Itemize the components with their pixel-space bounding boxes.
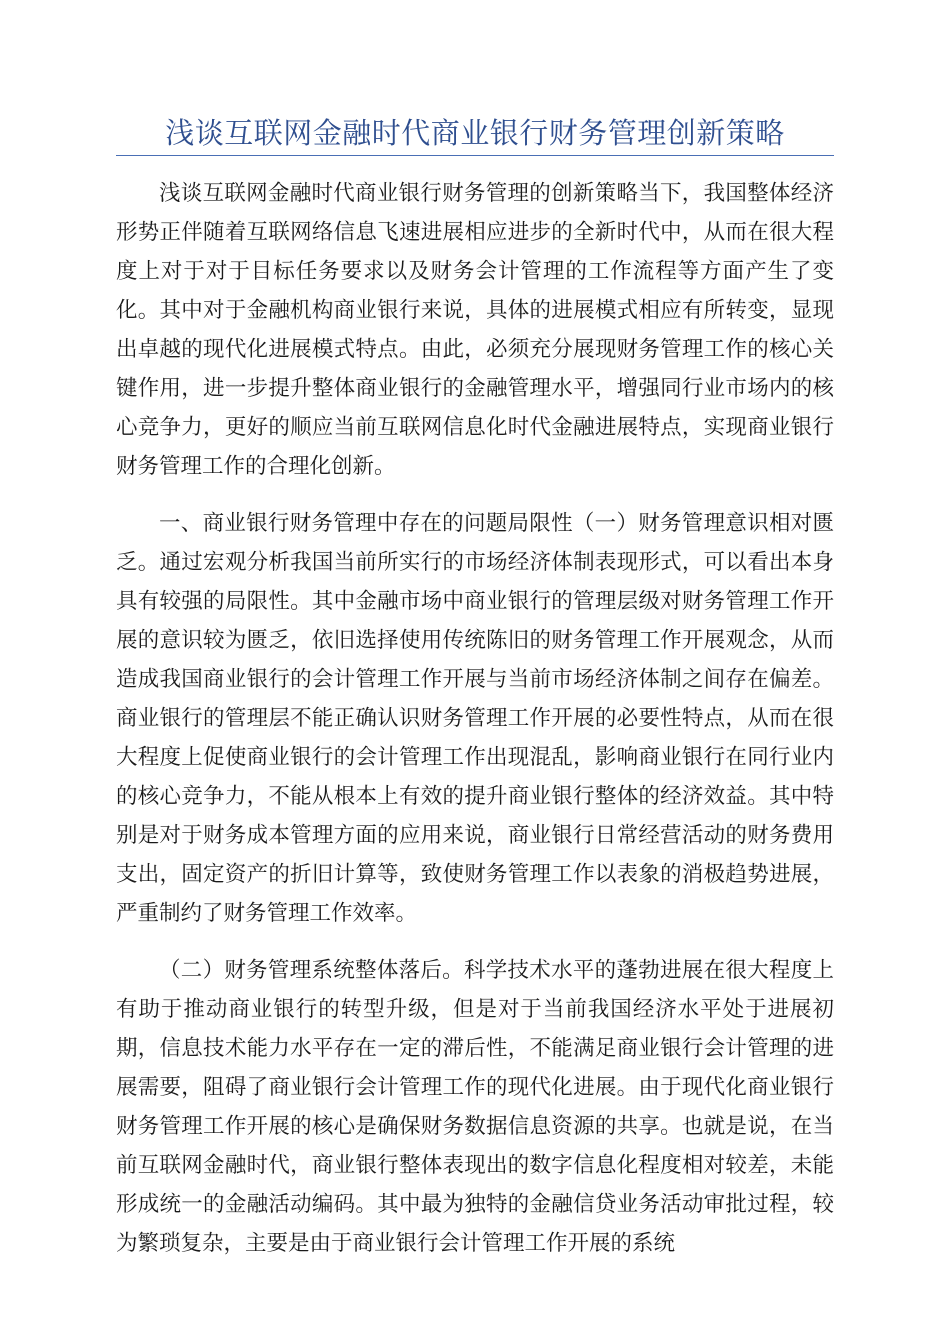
paragraph-intro: 浅谈互联网金融时代商业银行财务管理的创新策略当下，我国整体经济形势正伴随着互联网络信息飞速进展相应进步的全新时代中，从而在很大程度上对于对于目标任务要求以及财务会计管理的工作流程等方面产生了变化。其中对于金融机构商业银行来说，具体的进展模式相应有所转变，显现出卓越的现代化进展模式特点。由此，必须充分展现财务管理工作的核心关键作用，进一步提升整体商业银行的金融管理水平，增强同行业市场内的核心竞争力，更好的顺应当前互联网信息化时代金融进展特点，实现商业银行财务管理工作的合理化创新。 [116, 181, 834, 479]
paragraph-section-2: （二）财务管理系统整体落后。科学技术水平的蓬勃进展在很大程度上有助于推动商业银行的转型升级，但是对于当前我国经济水平处于进展初期，信息技术能力水平存在一定的滞后性，不能满足商业银行会计管理的进展需要，阻碍了商业银行会计管理工作的现代化进展。由于现代化商业银行财务管理工作开展的核心是确保财务数据信息资源的共享。也就是说，在当前互联网金融时代，商业银行整体表现出的数字信息化程度相对较差，未能形成统一的金融活动编码。其中最为独特的金融信贷业务活动审批过程，较为繁琐复杂，主要是由于商业银行会计管理工作开展的系统 [116, 958, 834, 1256]
paragraph-section-1: 一、商业银行财务管理中存在的问题局限性（一）财务管理意识相对匮乏。通过宏观分析我国当前所实行的市场经济体制表现形式，可以看出本身具有较强的局限性。其中金融市场中商业银行的管理层级对财务管理工作开展的意识较为匮乏，依旧选择使用传统陈旧的财务管理工作开展观念，从而造成我国商业银行的会计管理工作开展与当前市场经济体制之间存在偏差。商业银行的管理层不能正确认识财务管理工作开展的必要性特点，从而在很大程度上促使商业银行的会计管理工作出现混乱，影响商业银行在同行业内的核心竞争力，不能从根本上有效的提升商业银行整体的经济效益。其中特别是对于财务成本管理方面的应用来说，商业银行日常经营活动的财务费用支出，固定资产的折旧计算等，致使财务管理工作以表象的消极趋势进展，严重制约了财务管理工作效率。 [116, 511, 834, 926]
title-underline [116, 155, 834, 156]
document-body [116, 174, 834, 1281]
document-title: 浅谈互联网金融时代商业银行财务管理创新策略 [165, 116, 785, 150]
